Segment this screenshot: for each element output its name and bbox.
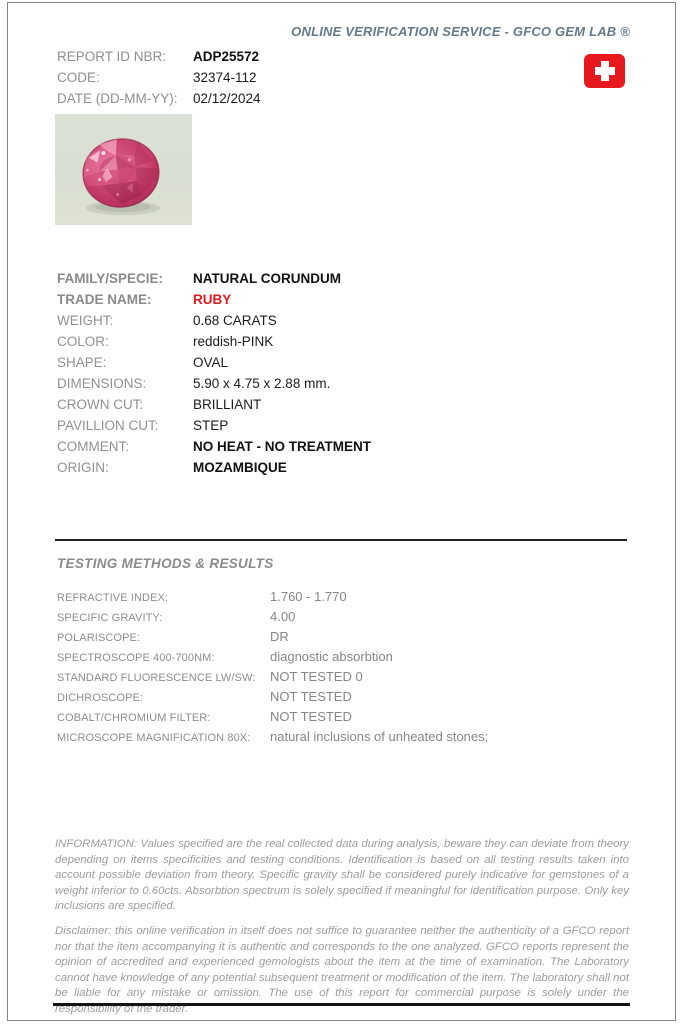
dimensions-row: [57, 375, 330, 393]
family-specie-value: NATURAL CORUNDUM: [193, 271, 341, 286]
disclaimer-paragraph: Disclaimer: this online verification in itself does not suffice to guarantee neither the authenticity of a GFCO report nor that the item accompanying it is authentic and corresponds to the one analyzed. GFCO reports represent the opinion of accredited and experienced gemologists about the item at the time of examination. The Laboratory cannot have knowledge of any potential subsequent treatment or modification of the item. The laboratory shall not be liable for any mistake or omission. The use of this report for commercial purpose is solely under the responsibility of the trader.: [55, 925, 629, 1015]
family-specie-row: [57, 270, 341, 288]
refractive-index-row: [57, 588, 347, 605]
spectroscope-value: diagnostic absorbtion: [270, 649, 393, 664]
report-id-label: REPORT ID NBR:: [57, 49, 167, 64]
report-id-value: ADP25572: [193, 49, 260, 64]
gem-photo: [55, 114, 192, 225]
polariscope-value: DR: [270, 629, 289, 644]
dichroscope-label: DICHROSCOPE:: [57, 692, 144, 704]
weight-value: 0.68 CARATS: [193, 313, 277, 328]
dichroscope-row: [57, 688, 352, 705]
cobalt-filter-label: COBALT/CHROMIUM FILTER:: [57, 712, 211, 724]
date-label: DATE (DD-MM-YY):: [57, 91, 178, 106]
spectroscope-label: SPECTROSCOPE 400-700NM:: [57, 652, 215, 664]
information-paragraph: INFORMATION: Values specified are the real collected data during analysis, beware they can deviate from theory depending on items specificities and testing conditions. Identification is based on all testing results taken into account possible deviation from theory. Specific gravity shall be considered purely indicative for gemstones of a weight inferior to 0.60cts. Absorbtion spectrum is solely specified if meaningful for identification purpose. Only key inclusions are specified.: [55, 838, 629, 913]
specific-gravity-row: [57, 608, 295, 625]
fluorescence-value: NOT TESTED 0: [270, 669, 363, 684]
origin-row: [57, 459, 287, 477]
polariscope-label: POLARISCOPE:: [57, 632, 141, 644]
service-title: ONLINE VERIFICATION SERVICE - GFCO GEM LAB ®: [291, 24, 630, 39]
code-row: [57, 69, 257, 86]
pavillion-cut-row: [57, 417, 228, 435]
refractive-index-label: REFRACTIVE INDEX:: [57, 592, 169, 604]
swiss-flag-icon: [584, 54, 625, 88]
testing-section-heading: TESTING METHODS & RESULTS: [57, 556, 274, 571]
crown-cut-label: CROWN CUT:: [57, 397, 144, 412]
code-label: CODE:: [57, 70, 100, 85]
crown-cut-row: [57, 396, 261, 414]
dichroscope-value: NOT TESTED: [270, 689, 352, 704]
crown-cut-value: BRILLIANT: [193, 397, 262, 412]
date-value: 02/12/2024: [193, 91, 261, 106]
bottom-rule: [53, 1003, 630, 1006]
color-value: reddish-PINK: [193, 334, 274, 349]
origin-label: ORIGIN:: [57, 460, 109, 475]
microscope-value: natural inclusions of unheated stones;: [270, 729, 489, 744]
color-label: COLOR:: [57, 334, 109, 349]
spectroscope-row: [57, 648, 393, 665]
comment-value: NO HEAT - NO TREATMENT: [193, 439, 371, 454]
microscope-row: [57, 728, 488, 745]
shape-label: SHAPE:: [57, 355, 107, 370]
trade-name-value: RUBY: [193, 292, 232, 307]
microscope-label: MICROSCOPE MAGNIFICATION 80X:: [57, 732, 251, 744]
fluorescence-row: [57, 668, 363, 685]
weight-row: [57, 312, 277, 330]
shape-value: OVAL: [193, 355, 229, 370]
section-divider: [55, 539, 627, 541]
color-row: [57, 333, 273, 351]
family-specie-label: FAMILY/SPECIE:: [57, 271, 164, 286]
cobalt-filter-row: [57, 708, 352, 725]
date-row: [57, 90, 261, 107]
dimensions-label: DIMENSIONS:: [57, 376, 147, 391]
code-value: 32374-112: [193, 70, 257, 85]
comment-label: COMMENT:: [57, 439, 129, 454]
specific-gravity-label: SPECIFIC GRAVITY:: [57, 612, 163, 624]
specific-gravity-value: 4.00: [270, 609, 296, 624]
fluorescence-label: STANDARD FLUORESCENCE LW/SW:: [57, 672, 256, 684]
comment-row: [57, 438, 371, 456]
polariscope-row: [57, 628, 289, 645]
refractive-index-value: 1.760 - 1.770: [270, 589, 347, 604]
weight-label: WEIGHT:: [57, 313, 114, 328]
trade-name-row: [57, 291, 231, 309]
report-id-row: [57, 48, 259, 65]
pavillion-cut-value: STEP: [193, 418, 229, 433]
swiss-cross-horizontal: [595, 67, 615, 75]
origin-value: MOZAMBIQUE: [193, 460, 287, 475]
shape-row: [57, 354, 228, 372]
cobalt-filter-value: NOT TESTED: [270, 709, 352, 724]
gem-photo-image: [55, 114, 192, 225]
pavillion-cut-label: PAVILLION CUT:: [57, 418, 159, 433]
trade-name-label: TRADE NAME:: [57, 292, 152, 307]
dimensions-value: 5.90 x 4.75 x 2.88 mm.: [193, 376, 331, 391]
